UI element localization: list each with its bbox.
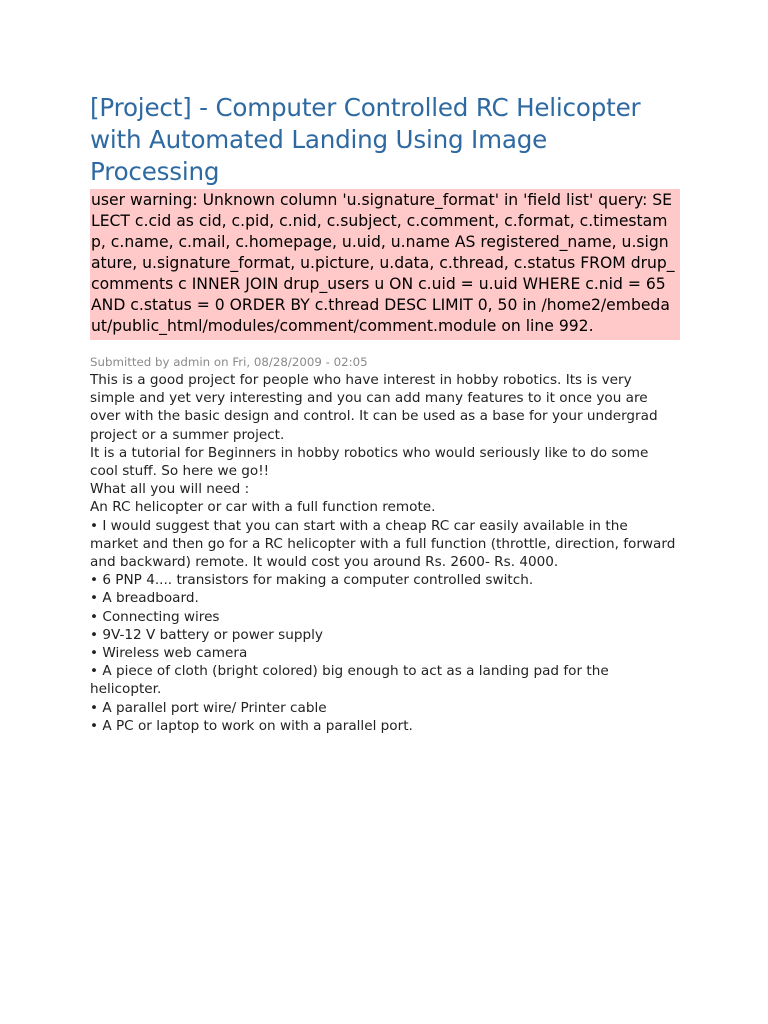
- requirements-item: An RC helicopter or car with a full function remote.: [90, 499, 436, 516]
- bullet-item: • Wireless web camera: [90, 645, 248, 662]
- bullet-item: • I would suggest that you can start with a cheap RC car easily available in the market and then go for a RC helicopter with a full function (throttle, direction, forward and backward) remote. It would cost you around Rs. 2600- Rs. 4000.: [90, 517, 676, 571]
- article-body: [90, 371, 680, 735]
- page-title: [Project] - Computer Controlled RC Helicopter with Automated Landing Using Image Processing: [90, 93, 641, 186]
- bullet-item: • 9V-12 V battery or power supply: [90, 626, 323, 643]
- bullet-item: • A piece of cloth (bright colored) big enough to act as a landing pad for the helicopter.: [90, 663, 609, 698]
- bullet-item: • Connecting wires: [90, 608, 220, 625]
- requirements-heading: What all you will need :: [90, 481, 250, 498]
- error-message: user warning: Unknown column 'u.signature_format' in 'field list' query: SELECT c.cid as cid, c.pid, c.nid, c.subject, c.comment, c.format, c.timestamp, c.name, c.mail, c.homepage, u.uid, u.name AS registered_name, u.signature, u.signature_format, u.picture, u.data, c.thread, c.status FROM drup_comments c INNER JOIN drup_users u ON c.uid = u.uid WHERE c.nid = 65 AND c.status = 0 ORDER BY c.thread DESC LIMIT 0, 50 in /home2/embedaut/public_html/modules/comment/comment.module on line 992.: [90, 189, 680, 340]
- submitted-info: Submitted by admin on Fri, 08/28/2009 - 02:05: [90, 355, 368, 369]
- bullet-item: • 6 PNP 4.... transistors for making a computer controlled switch.: [90, 572, 534, 589]
- bullet-item: • A parallel port wire/ Printer cable: [90, 699, 327, 716]
- bullet-item: • A breadboard.: [90, 590, 199, 607]
- tutorial-paragraph: It is a tutorial for Beginners in hobby robotics who would seriously like to do some cool stuff. So here we go!!: [90, 444, 649, 480]
- article: [90, 92, 680, 735]
- bullet-item: • A PC or laptop to work on with a parallel port.: [90, 717, 413, 734]
- intro-paragraph: This is a good project for people who have interest in hobby robotics. Its is very simple and yet very interesting and you can add many features to it once you are over with the basic design and control. It can be used as a base for your undergrad project or a summer project.: [90, 372, 658, 443]
